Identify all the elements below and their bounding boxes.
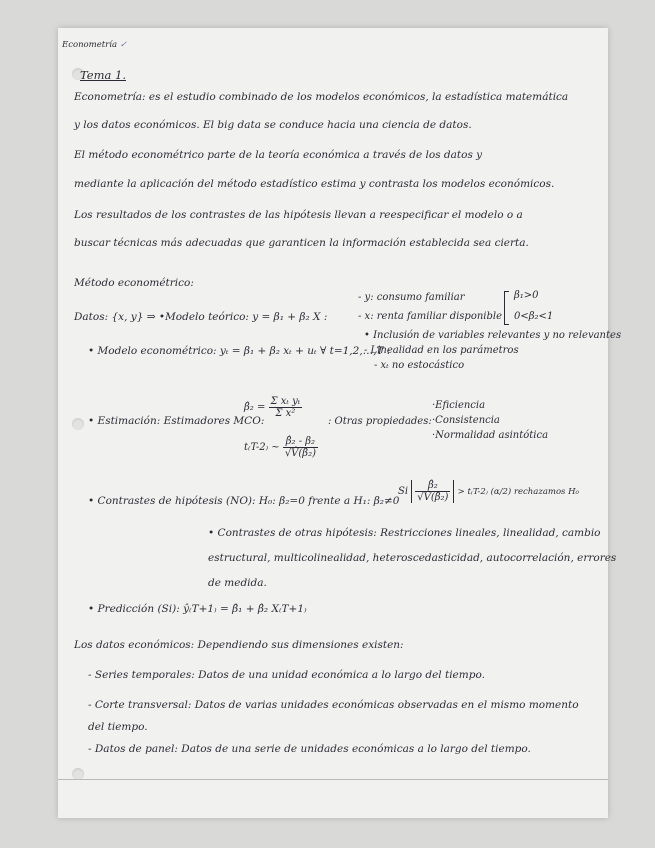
abs-fraction [415,480,450,503]
intro-line: buscar técnicas más adecuadas que garanticen la información establecida sea cierta. [74,237,529,249]
datos-modelo-teorico: Datos: {x, y} ⇒ •Modelo teórico: y = β₁ + β₂ X : [74,311,328,323]
intro-line: y los datos económicos. El big data se conduce hacia una ciencia de datos. [74,119,472,131]
check-mark: ✓ [119,40,127,50]
estimacion-label: • Estimación: Estimadores MCO: [88,415,265,427]
assumption-linearity: - Linealidad en los parámetros [364,345,519,356]
intro-line: mediante la aplicación del método estadístico estima y contrasta los modelos económicos. [74,178,555,190]
modelo-econometrico: • Modelo econométrico: yₜ = β₁ + β₂ xₜ + uₜ ∀ t=1,2,…,T : [88,345,391,357]
t-fraction [283,436,318,459]
intro-line: Los resultados de los contrastes de las hipótesis llevan a reespecificar el modelo o a [74,209,523,221]
hypothesis-test: • Contrastes de hipótesis (NO): H₀: β₂=0 frente a H₁: β₂≠0 [88,495,400,507]
condition-beta1: β₁>0 [514,290,539,301]
t-statistic [244,436,318,459]
beta-fraction [269,396,303,419]
t-numerator: β̂₂ - β₂ [283,436,318,448]
intro-line: Econometría: es el estudio combinado de los modelos económicos, la estadística matemática [74,91,569,103]
other-hypotheses-line: • Contrastes de otras hipótesis: Restricciones lineales, linealidad, cambio [208,527,601,539]
datos-de-panel: - Datos de panel: Datos de una serie de unidades económicas a lo largo del tiempo. [88,743,531,755]
page-title: Tema 1. [80,68,126,82]
notebook-page [58,28,622,818]
section-heading-metodo: Método econométrico: [74,277,194,289]
page-header [62,38,594,52]
datos-economicos-heading: Los datos económicos: Dependiendo sus dimensiones existen: [74,639,404,651]
otras-propiedades: : Otras propiedades: [328,416,432,427]
binder-hole [72,418,84,430]
other-hypotheses-line: estructural, multicolinealidad, heteroscedasticidad, autocorrelación, errores [208,552,617,564]
t-denominator: √V̂(β̂₂) [284,448,316,459]
assumption-x-fixed: - xₜ no estocástico [374,360,465,371]
conditions-bracket [504,291,509,325]
intro-line: El método econométrico parte de la teoría económica a través de los datos y [74,149,483,161]
page-bottom-rule [58,779,608,780]
rejection-rule [398,480,579,503]
abs-numerator: β̂₂ [415,480,450,492]
beta-estimator [244,396,302,419]
t-label: t₍T-2₎ ~ [244,442,280,453]
prediccion: • Predicción (Si): ŷ₍T+1₎ = β̂₁ + β̂₂ X₍T+1₎ [88,603,307,615]
assumption-variables: • Inclusión de variables relevantes y no relevantes [364,330,622,341]
abs-value [411,480,454,503]
property-efficiency: ·Eficiencia [432,400,486,411]
corte-transversal: - Corte transversal: Datos de varias unidades económicas observadas en el mismo momento [88,699,579,711]
corte-transversal-cont: del tiempo. [88,721,148,733]
abs-denominator: √V̂(β̂₂) [417,492,449,503]
beta-denominator: Σ x² [275,408,296,419]
var-y-desc: - y: consumo familiar [358,292,465,303]
condition-beta2: 0<β₂<1 [514,311,554,322]
other-hypotheses-line: de medida. [208,577,267,589]
var-x-desc: - x: renta familiar disponible [358,311,503,322]
header-label: Econometría [62,40,118,50]
beta-numerator: Σ xₜ yₜ [270,396,301,407]
rejection-tail: > t₍T-2₎ (α/2) rechazamos H₀ [457,487,579,497]
si-label: Si [398,486,409,497]
property-asymptotic-normality: ·Normalidad asintótica [432,430,549,441]
property-consistency: ·Consistencia [432,415,500,426]
beta-hat-label: β̂₂ = [244,402,266,413]
series-temporales: - Series temporales: Datos de una unidad económica a lo largo del tiempo. [88,669,485,681]
